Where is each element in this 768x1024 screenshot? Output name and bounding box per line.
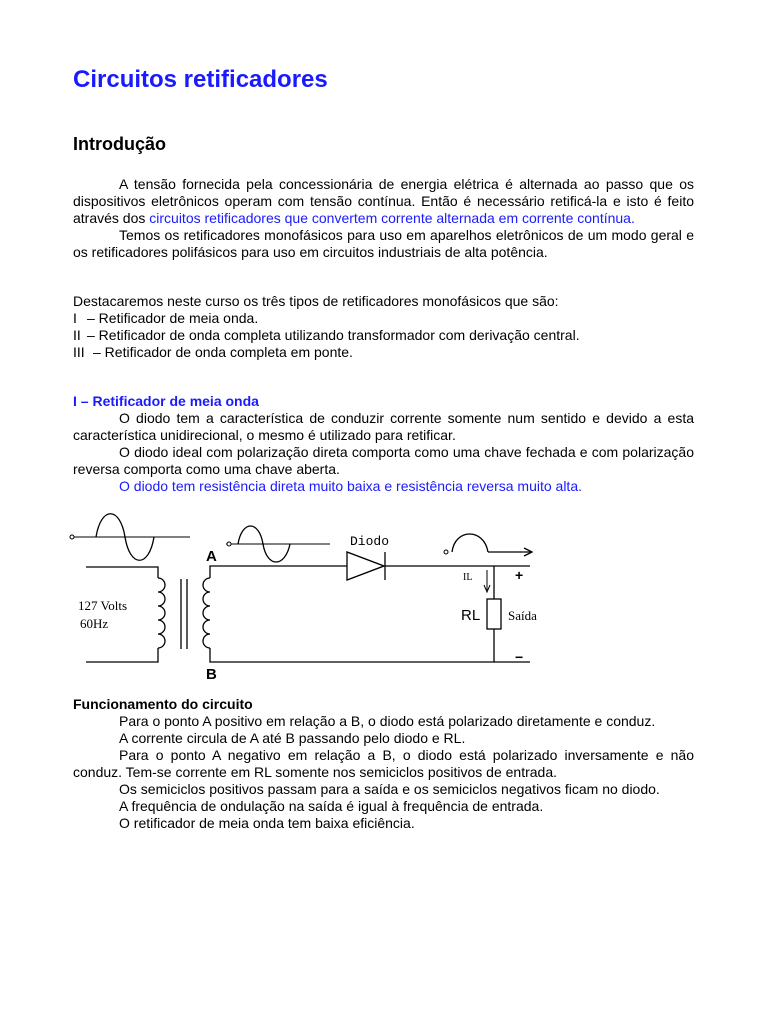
diode-icon [347,552,384,580]
types-lead: Destacaremos neste curso os três tipos de retificadores monofásicos que são: [73,293,559,309]
list-item [73,344,694,361]
transformer-output-wave-icon [226,526,330,562]
section-half-wave [73,393,694,495]
rectifier-types [73,293,694,361]
primary-bottom-wire [86,648,158,662]
section-paragraph-2: O diodo ideal com polarização direta comporta como uma chave fechada e com polarização reversa comporta como uma chave aberta. [73,444,694,477]
operation-paragraph: Para o ponto A negativo em relação a B, o diodo está polarizado inversamente e não conduz. Tem-se corrente em RL somente nos semiciclos positivos de entrada. [73,747,694,780]
rectified-output-wave-icon [444,534,532,556]
list-item-number: I [73,310,77,326]
operation-paragraph: Para o ponto A positivo em relação a B, o diodo está polarizado diretamente e conduz. [119,713,656,729]
load-label: RL [461,607,481,624]
intro-paragraphs [73,176,694,261]
primary-coil-icon [158,578,165,648]
intro-paragraph-2: Temos os retificadores monofásicos para uso em aparelhos eletrônicos de um modo geral e os retificadores polifásicos para uso em circuitos industriais de alta potência. [73,227,694,260]
node-b-wire [210,629,494,662]
voltage-label: 127 Volts [78,598,128,613]
page-title: Circuitos retificadores [73,66,328,93]
list-item [73,310,694,327]
section-paragraph-3: O diodo tem resistência direta muito baixa e resistência reversa muito alta. [119,478,582,494]
section-paragraph-1: O diodo tem a característica de conduzir corrente somente num sentido e devido a esta característica unidirecional, o mesmo é utilizado para retificar. [73,410,694,443]
positive-label: + [515,567,524,583]
current-label: IL [463,572,473,583]
node-a-label: A [206,548,217,565]
list-item-text: – Retificador de meia onda. [87,310,259,326]
list-item-text: – Retificador de onda completa utilizando transformador com derivação central. [87,327,580,343]
node-b-label: B [206,666,217,683]
list-item-number: III [73,344,85,360]
list-item [73,327,694,344]
negative-label: − [515,649,524,665]
diode-label: Diodo [350,534,390,549]
operation-section [73,696,694,832]
intro-paragraph-1-highlight: circuitos retificadores que convertem corrente alternada em corrente contínua. [149,210,635,226]
operation-paragraph: O retificador de meia onda tem baixa eficiência. [119,815,415,831]
half-wave-rectifier-diagram [0,500,768,685]
operation-paragraph: Os semiciclos positivos passam para a saída e os semiciclos negativos ficam no diodo. [119,781,660,797]
operation-heading: Funcionamento do circuito [73,696,253,712]
intro-paragraph-1-text: A tensão fornecida pela concessionária de energia elétrica é alternada ao passo que os dispositivos eletrônicos operam com tensão contínua. Então é necessário retificá-la e isto é feito através dos [73,176,694,226]
output-label: Saída [508,608,537,623]
operation-paragraph: A corrente circula de A até B passando pelo diodo e RL. [119,730,466,746]
operation-paragraph: A frequência de ondulação na saída é igual à frequência de entrada. [119,798,544,814]
primary-top-wire [86,567,158,578]
secondary-coil-icon [203,578,210,648]
list-item-number: II [73,327,81,343]
intro-paragraph-1 [73,176,694,227]
node-a-wire [210,566,347,578]
load-resistor-icon [487,599,501,629]
section-heading: I – Retificador de meia onda [73,393,259,409]
frequency-label: 60Hz [80,616,109,631]
input-sine-wave-icon [70,514,190,561]
list-item-text: – Retificador de onda completa em ponte. [93,344,353,360]
intro-heading: Introdução [73,134,166,154]
